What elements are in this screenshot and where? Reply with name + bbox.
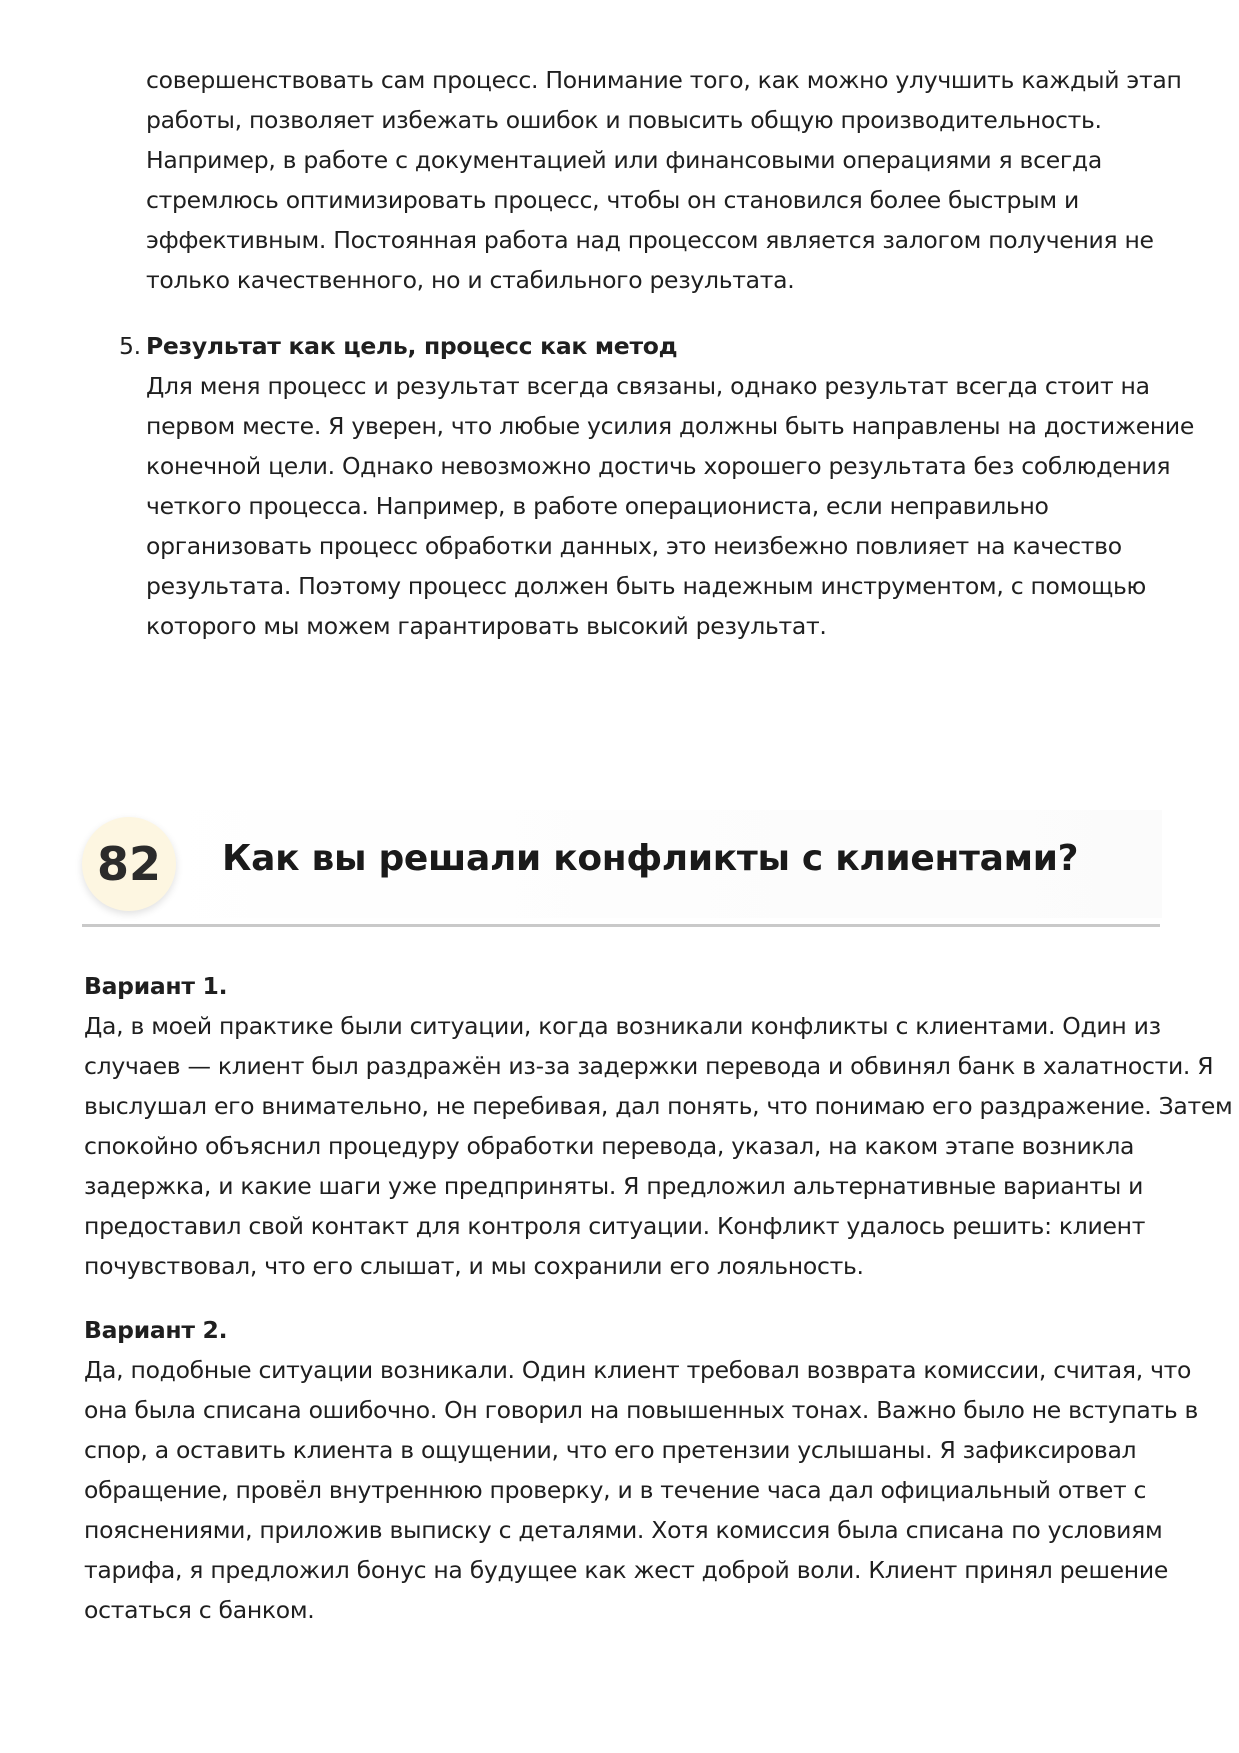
paragraph-line: конечной цели. Однако невозможно достичь хорошего результата без соблюдения — [146, 452, 1171, 480]
paragraph-line: предоставил свой контакт для контроля ситуации. Конфликт удалось решить: клиент — [84, 1212, 1146, 1240]
paragraph-line: Например, в работе с документацией или финансовыми операциями я всегда — [146, 146, 1102, 174]
numbered-list-item — [119, 326, 1195, 646]
paragraph-line: случаев — клиент был раздражён из-за задержки перевода и обвинял банк в халатности. Я — [84, 1052, 1214, 1080]
question-title: Как вы решали конфликты с клиентами? — [222, 838, 1079, 879]
paragraph-line: тарифа, я предложил бонус на будущее как жест доброй воли. Клиент принял решение — [84, 1556, 1169, 1584]
paragraph-line: спор, а оставить клиента в ощущении, что его претензии услышаны. Я зафиксировал — [84, 1436, 1137, 1464]
paragraph-line: совершенствовать сам процесс. Понимание того, как можно улучшить каждый этап — [146, 66, 1182, 94]
paragraph-line: стремлюсь оптимизировать процесс, чтобы он становился более быстрым и — [146, 186, 1079, 214]
list-number: 5. — [119, 332, 141, 360]
paragraph-line: выслушал его внимательно, не перебивая, дал понять, что понимаю его раздражение. Затем — [84, 1092, 1233, 1120]
paragraph-line: только качественного, но и стабильного результата. — [146, 266, 795, 294]
variant-label: Вариант 2. — [84, 1316, 228, 1344]
paragraph-line: организовать процесс обработки данных, это неизбежно повлияет на качество — [146, 532, 1122, 560]
paragraph-line: она была списана ошибочно. Он говорил на повышенных тонах. Важно было не вступать в — [84, 1396, 1199, 1424]
paragraph-line: работы, позволяет избежать ошибок и повысить общую производительность. — [146, 106, 1102, 134]
paragraph-line: результата. Поэтому процесс должен быть надежным инструментом, с помощью — [146, 572, 1146, 600]
paragraph-line: остаться с банком. — [84, 1596, 315, 1624]
paragraph-line: которого мы можем гарантировать высокий результат. — [146, 612, 827, 640]
paragraph-line: задержка, и какие шаги уже предприняты. Я предложил альтернативные варианты и — [84, 1172, 1144, 1200]
divider — [82, 924, 1160, 927]
paragraph-line: эффективным. Постоянная работа над процессом является залогом получения не — [146, 226, 1154, 254]
paragraph-line: пояснениями, приложив выписку с деталями. Хотя комиссия была списана по условиям — [84, 1516, 1163, 1544]
paragraph-line: почувствовал, что его слышат, и мы сохранили его лояльность. — [84, 1252, 864, 1280]
question-number-badge: 82 — [82, 817, 176, 911]
variant-label: Вариант 1. — [84, 972, 228, 1000]
paragraph-line: первом месте. Я уверен, что любые усилия должны быть направлены на достижение — [146, 412, 1195, 440]
list-item-title: Результат как цель, процесс как метод — [146, 332, 678, 360]
answer-variant-2 — [84, 1310, 1199, 1630]
paragraph-line: Для меня процесс и результат всегда связаны, однако результат всегда стоит на — [146, 372, 1150, 400]
paragraph-line: четкого процесса. Например, в работе операциониста, если неправильно — [146, 492, 1049, 520]
paragraph-line: обращение, провёл внутреннюю проверку, и в течение часа дал официальный ответ с — [84, 1476, 1147, 1504]
answer-variant-1 — [84, 966, 1233, 1286]
question-header — [82, 810, 1162, 928]
paragraph-line: спокойно объяснил процедуру обработки перевода, указал, на каком этапе возникла — [84, 1132, 1135, 1160]
continuation-paragraph — [146, 60, 1182, 300]
paragraph-line: Да, в моей практике были ситуации, когда возникали конфликты с клиентами. Один из — [84, 1012, 1161, 1040]
paragraph-line: Да, подобные ситуации возникали. Один клиент требовал возврата комиссии, считая, что — [84, 1356, 1192, 1384]
